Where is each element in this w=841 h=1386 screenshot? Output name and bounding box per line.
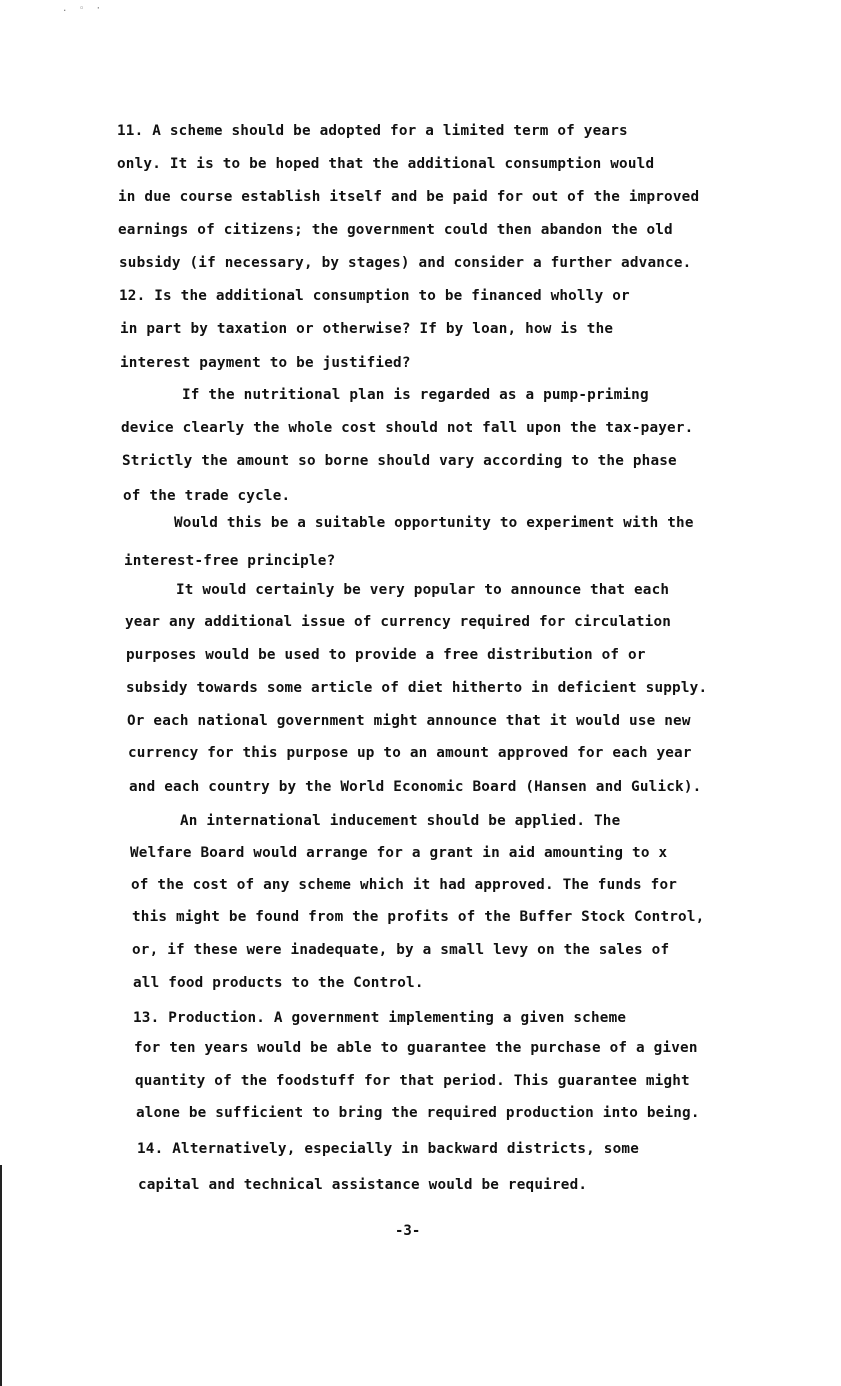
text-line: or, if these were inadequate, by a small levy on the sales of — [132, 942, 670, 958]
text-line: An international inducement should be applied. The — [180, 813, 621, 829]
text-line: interest payment to be justified? — [120, 355, 411, 371]
text-line: subsidy towards some article of diet hitherto in deficient supply. — [126, 680, 708, 696]
text-line: in part by taxation or otherwise? If by loan, how is the — [120, 321, 614, 337]
text-line: of the trade cycle. — [123, 488, 291, 504]
text-line: 11. A scheme should be adopted for a limited term of years — [117, 123, 628, 139]
text-line: Would this be a suitable opportunity to experiment with the — [174, 515, 694, 531]
text-line: all food products to the Control. — [133, 975, 424, 991]
text-line: alone be sufficient to bring the required production into being. — [136, 1105, 700, 1121]
page-number: -3- — [395, 1223, 421, 1239]
scan-edge-line — [0, 1165, 2, 1386]
text-line: 12. Is the additional consumption to be financed wholly or — [119, 288, 630, 304]
text-line: Strictly the amount so borne should vary according to the phase — [122, 453, 677, 469]
text-line: It would certainly be very popular to announce that each — [176, 582, 670, 598]
text-line: and each country by the World Economic Board (Hansen and Gulick). — [129, 779, 702, 795]
text-line: year any additional issue of currency required for circulation — [125, 614, 672, 630]
text-line: purposes would be used to provide a free distribution of or — [126, 647, 646, 663]
text-line: If the nutritional plan is regarded as a pump-priming — [182, 387, 649, 403]
text-line: device clearly the whole cost should not fall upon the tax-payer. — [121, 420, 694, 436]
text-line: this might be found from the profits of the Buffer Stock Control, — [132, 909, 705, 925]
text-line: subsidy (if necessary, by stages) and consider a further advance. — [119, 255, 692, 271]
text-line: capital and technical assistance would be required. — [138, 1177, 588, 1193]
text-line: 13. Production. A government implementing a given scheme — [133, 1010, 627, 1026]
text-line: only. It is to be hoped that the additional consumption would — [117, 156, 655, 172]
text-line: Or each national government might announce that it would use new — [127, 713, 691, 729]
text-line: quantity of the foodstuff for that period. This guarantee might — [135, 1073, 690, 1089]
text-line: for ten years would be able to guarantee the purchase of a given — [134, 1040, 698, 1056]
text-line: interest-free principle? — [124, 553, 336, 569]
text-line: currency for this purpose up to an amount approved for each year — [128, 745, 692, 761]
text-line: Welfare Board would arrange for a grant in aid amounting to x — [130, 845, 668, 861]
corner-mark: . ◦ · — [62, 4, 105, 14]
text-line: in due course establish itself and be paid for out of the improved — [118, 189, 700, 205]
text-line: 14. Alternatively, especially in backward districts, some — [137, 1141, 640, 1157]
text-line: of the cost of any scheme which it had approved. The funds for — [131, 877, 678, 893]
text-line: earnings of citizens; the government could then abandon the old — [118, 222, 673, 238]
